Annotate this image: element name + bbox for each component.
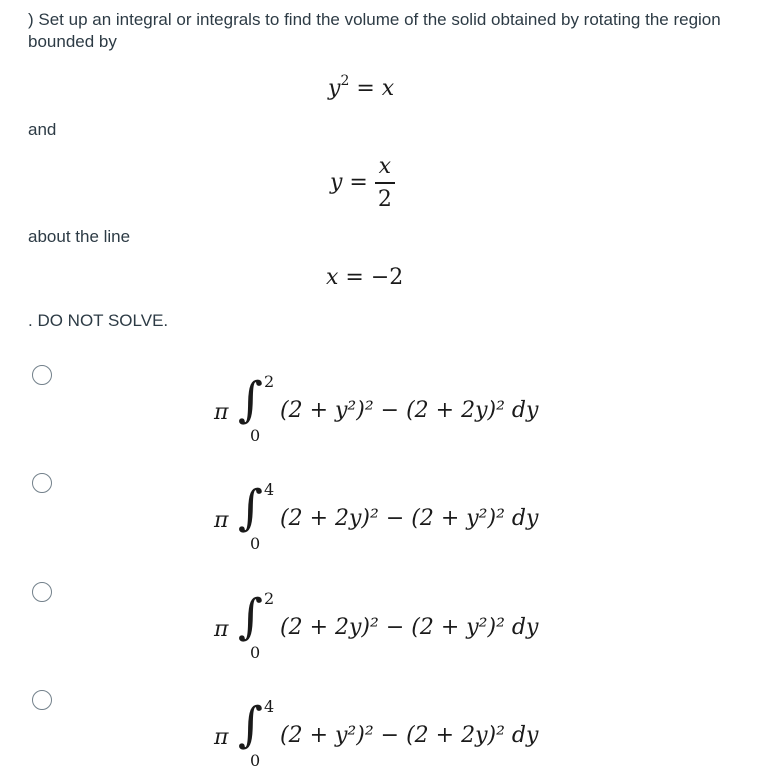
eq2-numerator: x bbox=[378, 154, 392, 179]
integral-sign: ∫ bbox=[238, 480, 264, 536]
integrand: (2 + 2y)² − (2 + y²)² dy bbox=[280, 506, 539, 531]
integrand: (2 + y²)² − (2 + 2y)² dy bbox=[280, 723, 539, 748]
upper-limit: 2 bbox=[264, 589, 275, 608]
radio-button-3[interactable] bbox=[32, 582, 52, 602]
equation-parabola bbox=[328, 73, 395, 101]
answer-option-2[interactable] bbox=[0, 464, 758, 564]
lower-limit: 0 bbox=[250, 534, 261, 553]
instruction-text: . DO NOT SOLVE. bbox=[28, 311, 169, 330]
eq1-lhs-var: y bbox=[328, 76, 341, 101]
answer-option-4[interactable] bbox=[0, 681, 758, 781]
radio-button-2[interactable] bbox=[32, 473, 52, 493]
lower-limit: 0 bbox=[250, 751, 261, 770]
upper-limit: 2 bbox=[264, 372, 275, 391]
eq2-fraction bbox=[375, 154, 395, 212]
eq2-denominator: 2 bbox=[377, 186, 392, 212]
eq3-rhs: = −2 bbox=[345, 265, 404, 290]
radio-button-1[interactable] bbox=[32, 365, 52, 385]
eq1-rhs: = x bbox=[356, 76, 395, 101]
answer-option-1[interactable] bbox=[0, 356, 758, 456]
fraction-bar bbox=[375, 182, 395, 184]
eq2-lhs: y = bbox=[330, 169, 368, 195]
lower-limit: 0 bbox=[250, 643, 261, 662]
pi-coefficient: π bbox=[214, 400, 229, 425]
integral-sign: ∫ bbox=[238, 697, 264, 753]
pi-coefficient: π bbox=[214, 508, 229, 533]
answer-option-3[interactable] bbox=[0, 573, 758, 673]
upper-limit: 4 bbox=[264, 480, 275, 499]
question-prompt: ) Set up an integral or integrals to find the volume of the solid obtained by rotating the region bounded by bbox=[28, 10, 721, 51]
pi-coefficient: π bbox=[214, 617, 229, 642]
about-line-label: about the line bbox=[28, 227, 131, 246]
upper-limit: 4 bbox=[264, 697, 275, 716]
eq1-exponent: 2 bbox=[340, 73, 350, 89]
equation-line bbox=[330, 154, 395, 212]
integral-sign: ∫ bbox=[238, 589, 264, 645]
radio-button-4[interactable] bbox=[32, 690, 52, 710]
and-label: and bbox=[28, 120, 57, 139]
integrand: (2 + y²)² − (2 + 2y)² dy bbox=[280, 398, 539, 423]
integral-sign: ∫ bbox=[238, 372, 264, 428]
pi-coefficient: π bbox=[214, 725, 229, 750]
integrand: (2 + 2y)² − (2 + y²)² dy bbox=[280, 615, 539, 640]
eq3-lhs: x bbox=[326, 265, 339, 290]
equation-axis bbox=[326, 265, 403, 290]
lower-limit: 0 bbox=[250, 426, 261, 445]
